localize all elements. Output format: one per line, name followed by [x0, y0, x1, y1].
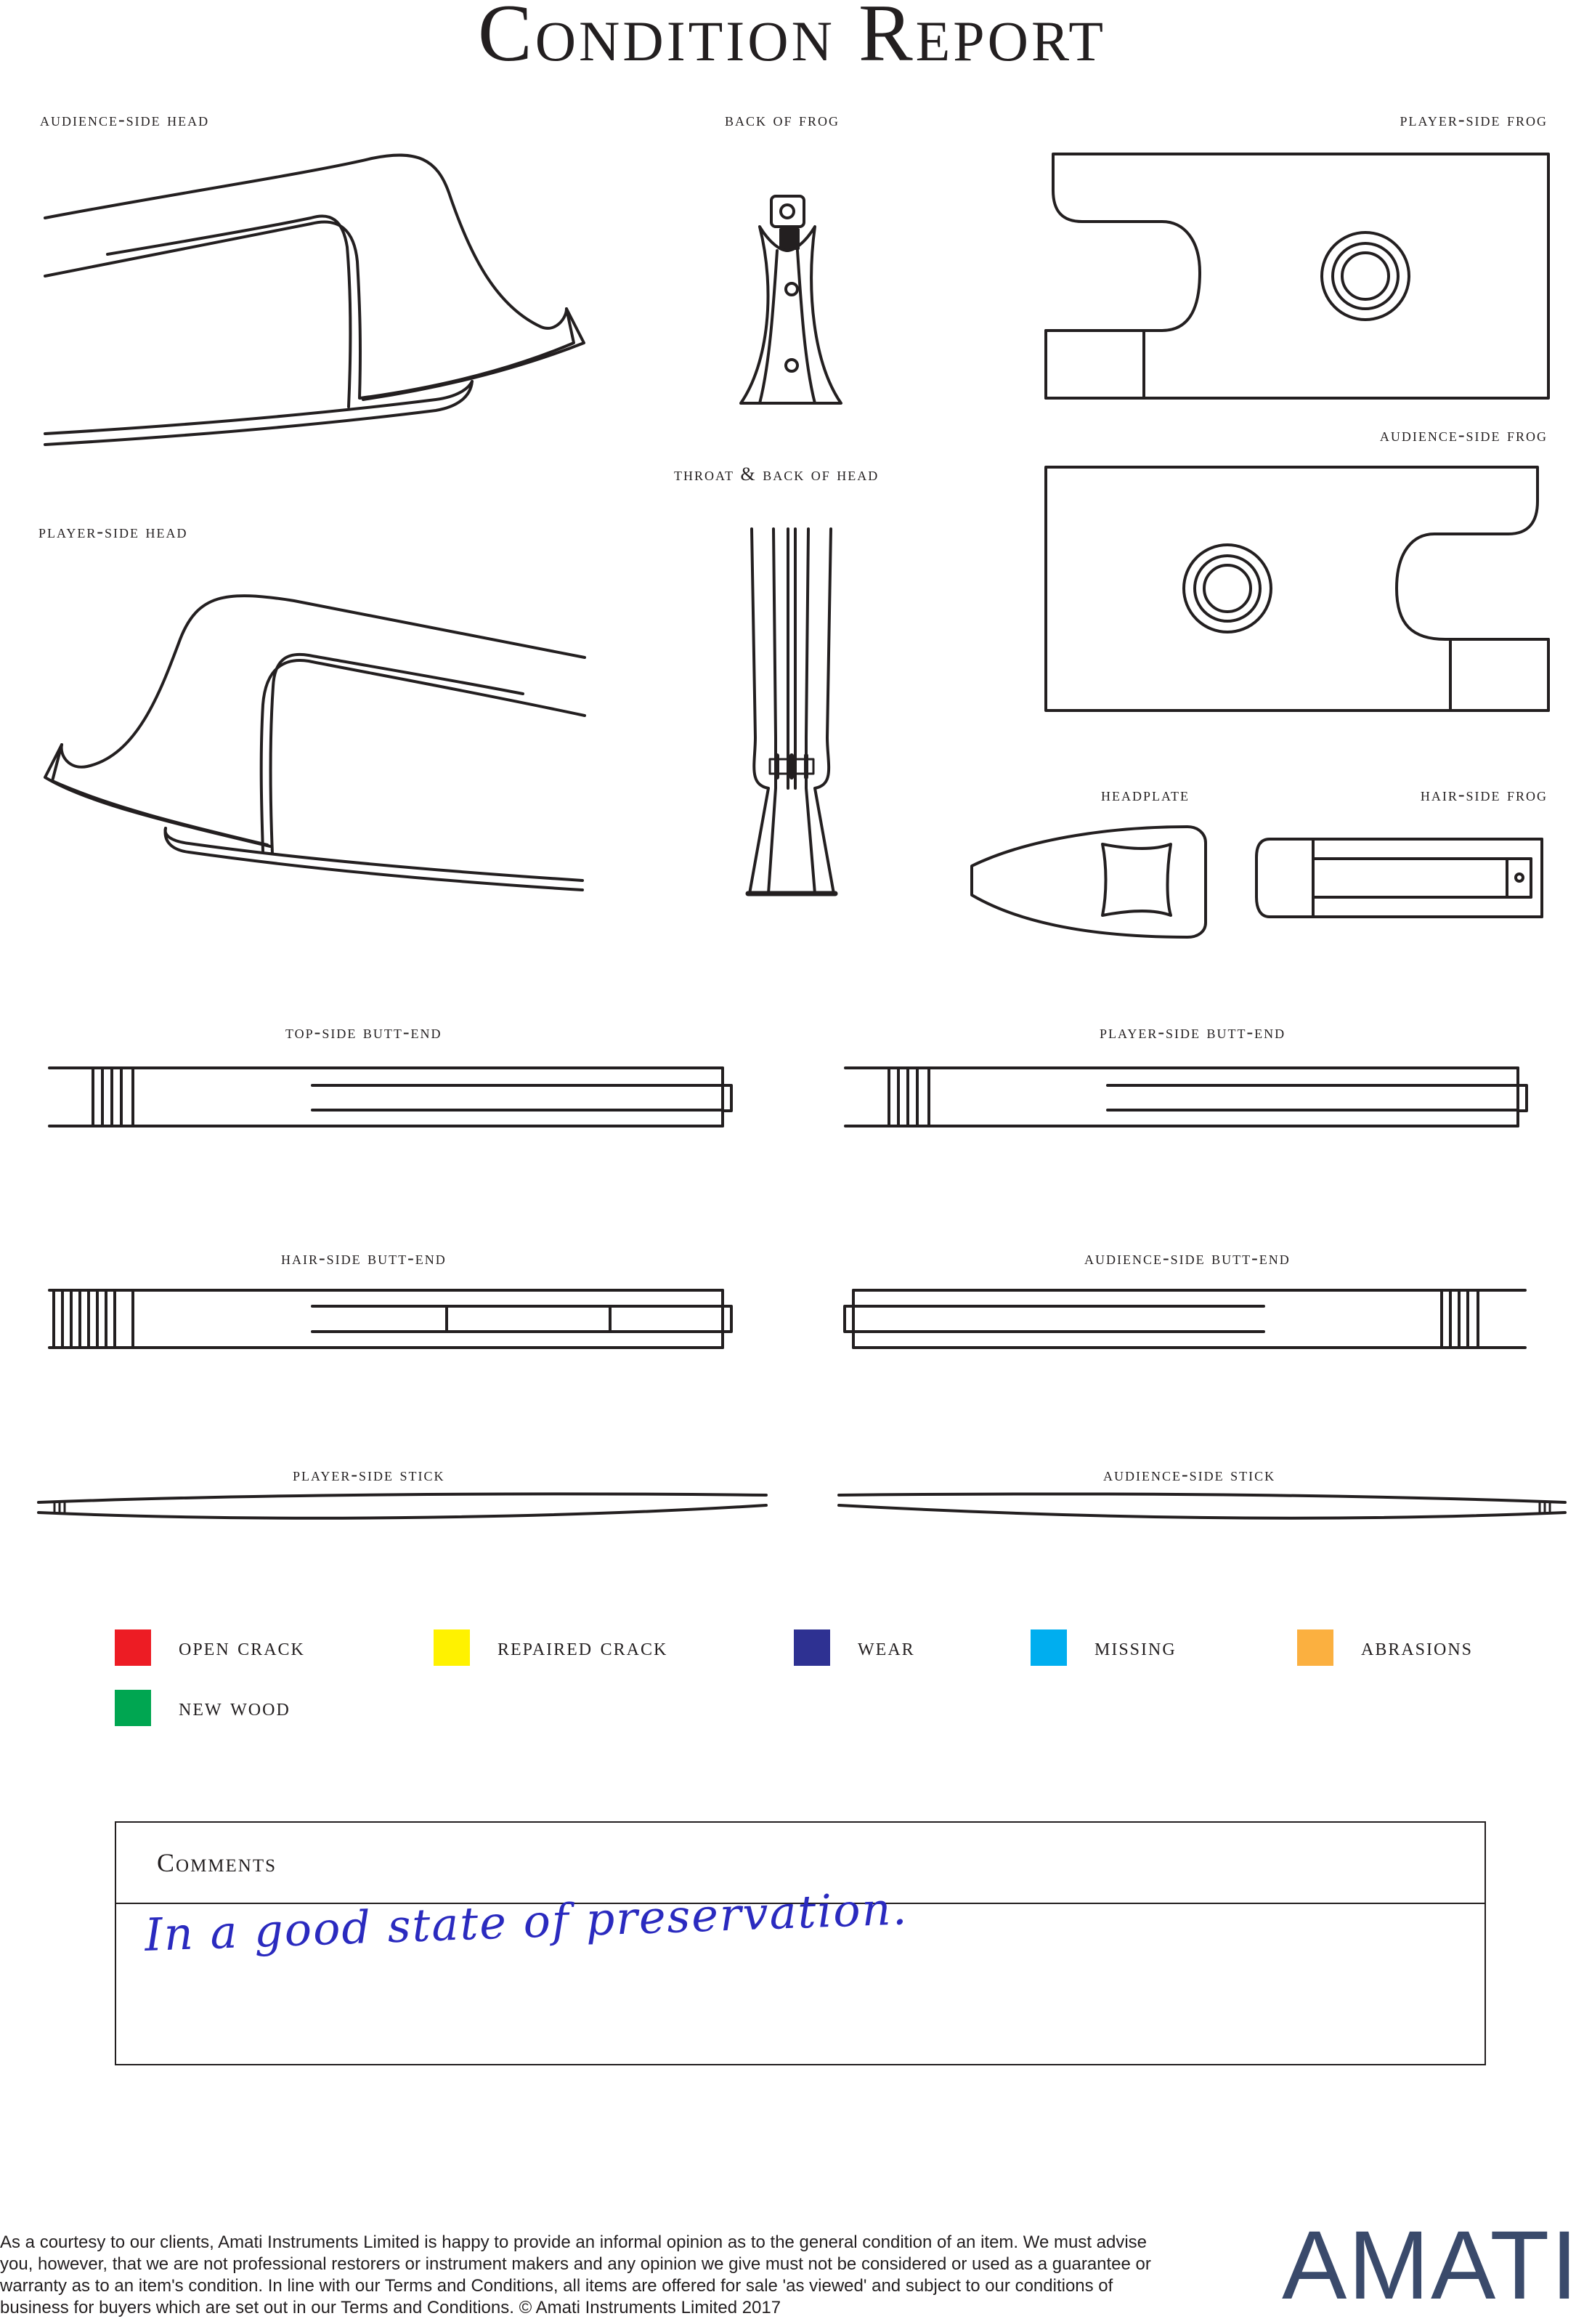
label-audience-side-butt-end: audience-side butt-end — [1084, 1247, 1291, 1268]
legend-label-open-crack: open crack — [179, 1634, 305, 1661]
top-side-butt-end-drawing — [49, 1068, 731, 1126]
legend-swatch-open-crack — [115, 1629, 151, 1666]
hair-side-frog-drawing — [1256, 839, 1542, 917]
comments-box — [115, 1821, 1486, 2065]
legend-missing — [1031, 1629, 1177, 1666]
audience-side-head-drawing — [45, 155, 584, 445]
label-audience-side-stick: audience-side stick — [1103, 1464, 1276, 1485]
legend-swatch-abrasions — [1297, 1629, 1333, 1666]
label-player-side-frog: player-side frog — [1400, 109, 1548, 130]
comments-handwritten-text[interactable]: In a good state of preservation. — [144, 1882, 909, 1961]
label-back-of-frog: back of frog — [725, 109, 840, 130]
legend-label-new-wood: new wood — [179, 1694, 291, 1721]
legend-new-wood — [115, 1690, 291, 1726]
player-side-head-drawing — [45, 596, 585, 890]
back-of-frog-drawing — [741, 196, 841, 403]
legend-label-wear: wear — [858, 1634, 915, 1661]
label-throat-back-of-head: throat & back of head — [674, 463, 880, 485]
audience-side-butt-end-drawing — [845, 1290, 1525, 1348]
label-audience-side-head: audience-side head — [40, 109, 210, 130]
label-audience-side-frog: audience-side frog — [1379, 424, 1548, 445]
headplate-drawing — [972, 827, 1206, 937]
label-player-side-head: player-side head — [38, 521, 188, 542]
legend-swatch-wear — [794, 1629, 830, 1666]
legend-wear — [794, 1629, 915, 1666]
throat-back-of-head-drawing — [748, 529, 835, 894]
legend-abrasions — [1297, 1629, 1473, 1666]
audience-side-stick-drawing — [839, 1494, 1565, 1518]
label-hair-side-frog: hair-side frog — [1420, 784, 1548, 805]
label-hair-side-butt-end: hair-side butt-end — [281, 1247, 447, 1268]
page-title: Condition Report — [478, 0, 1106, 78]
label-player-side-stick: player-side stick — [293, 1464, 445, 1485]
legend-open-crack — [115, 1629, 305, 1666]
legend-swatch-missing — [1031, 1629, 1067, 1666]
player-side-stick-drawing — [38, 1494, 766, 1518]
legend-repaired-crack — [434, 1629, 667, 1666]
label-headplate: headplate — [1101, 784, 1190, 805]
legend-swatch-repaired-crack — [434, 1629, 470, 1666]
label-player-side-butt-end: player-side butt-end — [1100, 1021, 1286, 1042]
player-side-butt-end-drawing — [845, 1068, 1527, 1126]
disclaimer-text: As a courtesy to our clients, Amati Instruments Limited is happy to provide an informal opinion as to the general condition of an item. We must advise you, however, that we are not professional restorers or instrument makers and any opinion we give must not be considered or used as a guarantee or warranty as to an item's condition. In line with our Terms and Conditions, all items are offered for sale 'as viewed' and subject to our conditions of business for buyers which are set out in our Terms and Conditions. © Amati Instruments Limited 2017 — [0, 2232, 1151, 2317]
label-top-side-butt-end: top-side butt-end — [285, 1021, 442, 1042]
legend-label-missing: missing — [1094, 1634, 1177, 1661]
comments-label: Comments — [157, 1848, 277, 1877]
amati-logo: AMATI — [1282, 2211, 1580, 2320]
legend-label-repaired-crack: repaired crack — [497, 1634, 668, 1661]
legend-swatch-new-wood — [115, 1690, 151, 1726]
hair-side-butt-end-drawing — [49, 1290, 731, 1348]
player-side-frog-drawing — [1046, 154, 1548, 398]
legend-label-abrasions: abrasions — [1361, 1634, 1474, 1661]
audience-side-frog-drawing — [1046, 467, 1548, 710]
